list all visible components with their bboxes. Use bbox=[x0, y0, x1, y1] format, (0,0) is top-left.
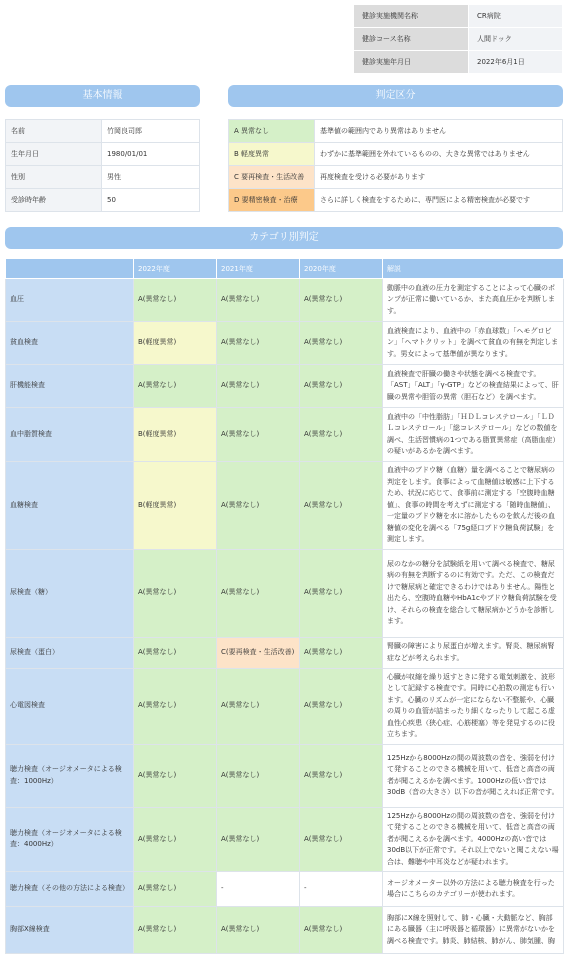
category-name: 胸部X線検査 bbox=[6, 907, 134, 954]
basic-info-label: 性別 bbox=[6, 166, 102, 189]
facility-row bbox=[354, 51, 563, 74]
category-result: A(異常なし) bbox=[134, 907, 217, 954]
category-description: 胸部にX線を照射して、肺・心臓・大動脈など、胸部にある臓器（主に呼吸器と循環器）に異常がないかを調べる検査です。肺炎、肺結核、肺がん、肺気腫、胸 bbox=[383, 907, 564, 954]
grade-description: わずかに基準範囲を外れているものの、大きな異常ではありません bbox=[315, 143, 563, 166]
category-name: 血中脂質検査 bbox=[6, 408, 134, 462]
grade-row bbox=[229, 120, 563, 143]
category-description: 血液中の「中性脂肪」「ＨＤＬコレステロール」「ＬＤＬコレステロール」「総コレステロール」などの数値を調べ、生活習慣病の1つである脂質異常症（高脂血症）の疑いがあるかを調べます。 bbox=[383, 408, 564, 462]
category-result: - bbox=[217, 872, 300, 907]
category-result: A(異常なし) bbox=[300, 637, 383, 668]
grade-legend-table bbox=[228, 119, 563, 212]
grade-row bbox=[229, 166, 563, 189]
grade-description: さらに詳しく検査をするために、専門医による精密検査が必要です bbox=[315, 189, 563, 212]
category-result: B(軽度異常) bbox=[134, 408, 217, 462]
facility-row bbox=[354, 5, 563, 28]
category-section-header: カテゴリ別判定 bbox=[5, 227, 563, 249]
category-result: A(異常なし) bbox=[134, 872, 217, 907]
category-result: A(異常なし) bbox=[217, 807, 300, 872]
category-row bbox=[6, 322, 564, 365]
category-header-cell bbox=[6, 259, 134, 279]
category-result: A(異常なし) bbox=[300, 907, 383, 954]
facility-value: 人間ドック bbox=[469, 28, 563, 51]
category-result: A(異常なし) bbox=[134, 637, 217, 668]
grade-label: C 要再検査・生活改善 bbox=[229, 166, 315, 189]
category-result: B(軽度異常) bbox=[134, 322, 217, 365]
category-header-cell: 解説 bbox=[383, 259, 564, 279]
category-result: A(異常なし) bbox=[217, 365, 300, 408]
category-name: 血圧 bbox=[6, 279, 134, 322]
category-description: 心臓が収縮を繰り返すときに発する電気刺激を、波形として記録する検査です。同時に心拍数の測定も行います。心臓のリズムが一定にならない不整脈や、心臓の周りの血管が詰まったり細くなったりして起こる虚血性心疾患（狭心症、心筋梗塞）等を発見するのに役立ちます。 bbox=[383, 668, 564, 744]
basic-info-value: 竹岡良司郎 bbox=[102, 120, 200, 143]
category-description: 血液検査で肝臓の働きや状態を調べる検査です。「AST」「ALT」「γ-GTP」などの検査結果によって、肝臓の異常や胆管の異常（胆石など）を調べます。 bbox=[383, 365, 564, 408]
category-description: 125Hzから8000Hzの間の周波数の音を、強弱を付けて発することのできる機械を用いて、低音と高音の両者が聞こえるかを調べます。4000Hzの高い音では30dB以下が正常です。それ以上でないと聞こえない場合は、難聴や中耳炎などが疑われます。 bbox=[383, 807, 564, 872]
category-description: オージオメーター以外の方法による聴力検査を行った場合にこちらのカテゴリーが使われます。 bbox=[383, 872, 564, 907]
category-name: 心電図検査 bbox=[6, 668, 134, 744]
category-result: A(異常なし) bbox=[300, 807, 383, 872]
facility-label: 健診実施年月日 bbox=[354, 51, 469, 74]
category-result: A(異常なし) bbox=[134, 549, 217, 637]
category-description: 腎臓の障害により尿蛋白が増えます。腎炎、糖尿病腎症などが考えられます。 bbox=[383, 637, 564, 668]
category-description: 動脈中の血液の圧力を測定することによって心臓のポンプが正常に働いているか、また高血圧かを判断します。 bbox=[383, 279, 564, 322]
category-name: 貧血検査 bbox=[6, 322, 134, 365]
facility-label: 健診コース名称 bbox=[354, 28, 469, 51]
category-result: A(異常なし) bbox=[300, 408, 383, 462]
category-row bbox=[6, 907, 564, 954]
category-description: 血液検査により、血液中の「赤血球数」「ヘモグロビン」「ヘマトクリット」を調べて貧血の有無を判定します。男女によって基準値が異なります。 bbox=[383, 322, 564, 365]
category-name: 聴力検査（その他の方法による検査） bbox=[6, 872, 134, 907]
category-row bbox=[6, 744, 564, 807]
basic-info-row bbox=[6, 189, 200, 212]
category-result: A(異常なし) bbox=[300, 744, 383, 807]
basic-info-value: 1980/01/01 bbox=[102, 143, 200, 166]
facility-row bbox=[354, 28, 563, 51]
category-result: A(異常なし) bbox=[134, 668, 217, 744]
category-row bbox=[6, 462, 564, 550]
category-name: 肝機能検査 bbox=[6, 365, 134, 408]
category-result: A(異常なし) bbox=[217, 549, 300, 637]
category-row bbox=[6, 549, 564, 637]
category-row bbox=[6, 408, 564, 462]
grade-label: B 軽度異常 bbox=[229, 143, 315, 166]
basic-info-value: 50 bbox=[102, 189, 200, 212]
category-result: A(異常なし) bbox=[300, 322, 383, 365]
category-name: 尿検査（糖） bbox=[6, 549, 134, 637]
facility-label: 健診実施機関名称 bbox=[354, 5, 469, 28]
grade-description: 再度検査を受ける必要があります bbox=[315, 166, 563, 189]
kihon-section-header: 基本情報 bbox=[5, 85, 200, 107]
category-result: A(異常なし) bbox=[217, 744, 300, 807]
category-row bbox=[6, 365, 564, 408]
category-result: A(異常なし) bbox=[217, 408, 300, 462]
category-result: A(異常なし) bbox=[300, 549, 383, 637]
basic-info-label: 受診時年齢 bbox=[6, 189, 102, 212]
category-result: A(異常なし) bbox=[217, 462, 300, 550]
grade-row bbox=[229, 143, 563, 166]
category-description: 尿のなかの糖分を試験紙を用いて調べる検査で、糖尿病の有無を判断するのに有効です。ただ、この検査だけで糖尿病と確定できるわけではありません。陽性と出たら、空腹時血糖やHbA1cやブドウ糖負荷試験を受け、それらの検査を総合して糖尿病かどうかを診断します。 bbox=[383, 549, 564, 637]
category-result: A(異常なし) bbox=[134, 279, 217, 322]
category-result: C(要再検査・生活改善) bbox=[217, 637, 300, 668]
category-result: A(異常なし) bbox=[217, 279, 300, 322]
grade-label: A 異常なし bbox=[229, 120, 315, 143]
category-row bbox=[6, 807, 564, 872]
basic-info-value: 男性 bbox=[102, 166, 200, 189]
category-result: A(異常なし) bbox=[217, 322, 300, 365]
category-description: 125Hzから8000Hzの間の周波数の音を、強弱を付けて発することのできる機械を用いて、低音と高音の両者が聞こえるかを調べます。1000Hzの低い音では30dB（音の大きさ）以下の音が聞こえれば正常です。 bbox=[383, 744, 564, 807]
category-header-cell: 2021年度 bbox=[217, 259, 300, 279]
category-header-cell: 2020年度 bbox=[300, 259, 383, 279]
category-result: A(異常なし) bbox=[300, 279, 383, 322]
basic-info-row bbox=[6, 143, 200, 166]
category-description: 血液中のブドウ糖（血糖）量を調べることで糖尿病の判定をします。食事によって血糖値は敏感に上下するため、状況に応じて、食事前に測定する「空腹時血糖値」、食事の時間を考えずに測定する「随時血糖値」、一定量のブドウ糖を水に溶かしたものを飲んだ後の血糖値の変化を調べる「75g経口ブドウ糖負荷試験」を測定します。 bbox=[383, 462, 564, 550]
basic-info-table bbox=[5, 119, 200, 212]
category-header-cell: 2022年度 bbox=[134, 259, 217, 279]
category-name: 尿検査（蛋白） bbox=[6, 637, 134, 668]
category-row bbox=[6, 637, 564, 668]
category-result: B(軽度異常) bbox=[134, 462, 217, 550]
category-row bbox=[6, 872, 564, 907]
category-name: 聴力検査（オージオメータによる検査：1000Hz） bbox=[6, 744, 134, 807]
category-result: - bbox=[300, 872, 383, 907]
category-result: A(異常なし) bbox=[300, 668, 383, 744]
category-row bbox=[6, 668, 564, 744]
category-result: A(異常なし) bbox=[134, 744, 217, 807]
hantei-section-header: 判定区分 bbox=[228, 85, 563, 107]
basic-info-row bbox=[6, 120, 200, 143]
category-result: A(異常なし) bbox=[134, 807, 217, 872]
category-row bbox=[6, 279, 564, 322]
basic-info-row bbox=[6, 166, 200, 189]
category-result: A(異常なし) bbox=[217, 907, 300, 954]
grade-row bbox=[229, 189, 563, 212]
category-result: A(異常なし) bbox=[217, 668, 300, 744]
grade-label: D 要精密検査・治療 bbox=[229, 189, 315, 212]
basic-info-label: 名前 bbox=[6, 120, 102, 143]
category-name: 血糖検査 bbox=[6, 462, 134, 550]
category-result: A(異常なし) bbox=[300, 462, 383, 550]
category-table bbox=[5, 258, 564, 954]
grade-description: 基準値の範囲内であり異常はありません bbox=[315, 120, 563, 143]
facility-value: 2022年6月1日 bbox=[469, 51, 563, 74]
facility-value: CR病院 bbox=[469, 5, 563, 28]
category-name: 聴力検査（オージオメータによる検査：4000Hz） bbox=[6, 807, 134, 872]
basic-info-label: 生年月日 bbox=[6, 143, 102, 166]
category-result: A(異常なし) bbox=[300, 365, 383, 408]
facility-info-table bbox=[353, 4, 563, 74]
category-result: A(異常なし) bbox=[134, 365, 217, 408]
